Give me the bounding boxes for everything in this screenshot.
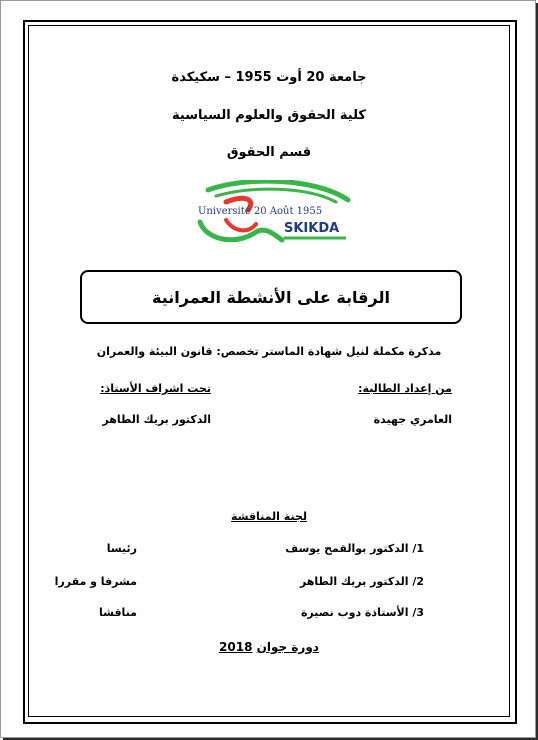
member-name: الدكتور بوالقمح يوسف: [285, 542, 409, 555]
student-name: العامري جهيدة: [373, 413, 452, 426]
supervisor-name: الدكتور بريك الطاهر: [102, 413, 211, 426]
committee-role-3: مناقشا: [99, 606, 137, 619]
member-number: 2/: [412, 575, 424, 588]
session-year: 2018: [219, 640, 253, 654]
session-date: [30, 640, 508, 654]
committee-member-1: [285, 542, 424, 555]
member-number: 1/: [412, 542, 424, 555]
member-name: الأستاذة دوب نصيرة: [300, 606, 409, 619]
session-label: دورة جوان: [256, 640, 319, 654]
logo-arc-text: Université 20 Août 1955: [198, 206, 323, 217]
committee-role-1: رئيسا: [106, 542, 137, 555]
memo-description: مذكرة مكملة لنيل شهادة الماستر تخصص: قانون البيئة والعمران: [96, 345, 442, 358]
committee-member-2: [300, 575, 424, 588]
faculty-name: كلية الحقوق والعلوم السياسية: [172, 108, 366, 123]
member-name: الدكتور بريك الطاهر: [299, 575, 409, 588]
committee-member-3: [301, 606, 424, 619]
thesis-title: الرقابة على الأنشطة العمرانية: [80, 270, 462, 324]
prepared-by-label: من إعداد الطالبة:: [358, 382, 452, 395]
university-logo: [186, 180, 356, 248]
logo-name-text: SKIKDA: [284, 221, 340, 236]
university-name: جامعة 20 أوت 1955 – سكيكدة: [171, 70, 367, 85]
committee-title: لجنة المناقشة: [230, 510, 307, 523]
supervisor-label: تحت اشراف الأستاذ:: [100, 382, 211, 395]
department-name: قسم الحقوق: [226, 145, 312, 160]
member-number: 3/: [412, 606, 424, 619]
committee-role-2: مشرفا و مقررا: [54, 575, 137, 588]
